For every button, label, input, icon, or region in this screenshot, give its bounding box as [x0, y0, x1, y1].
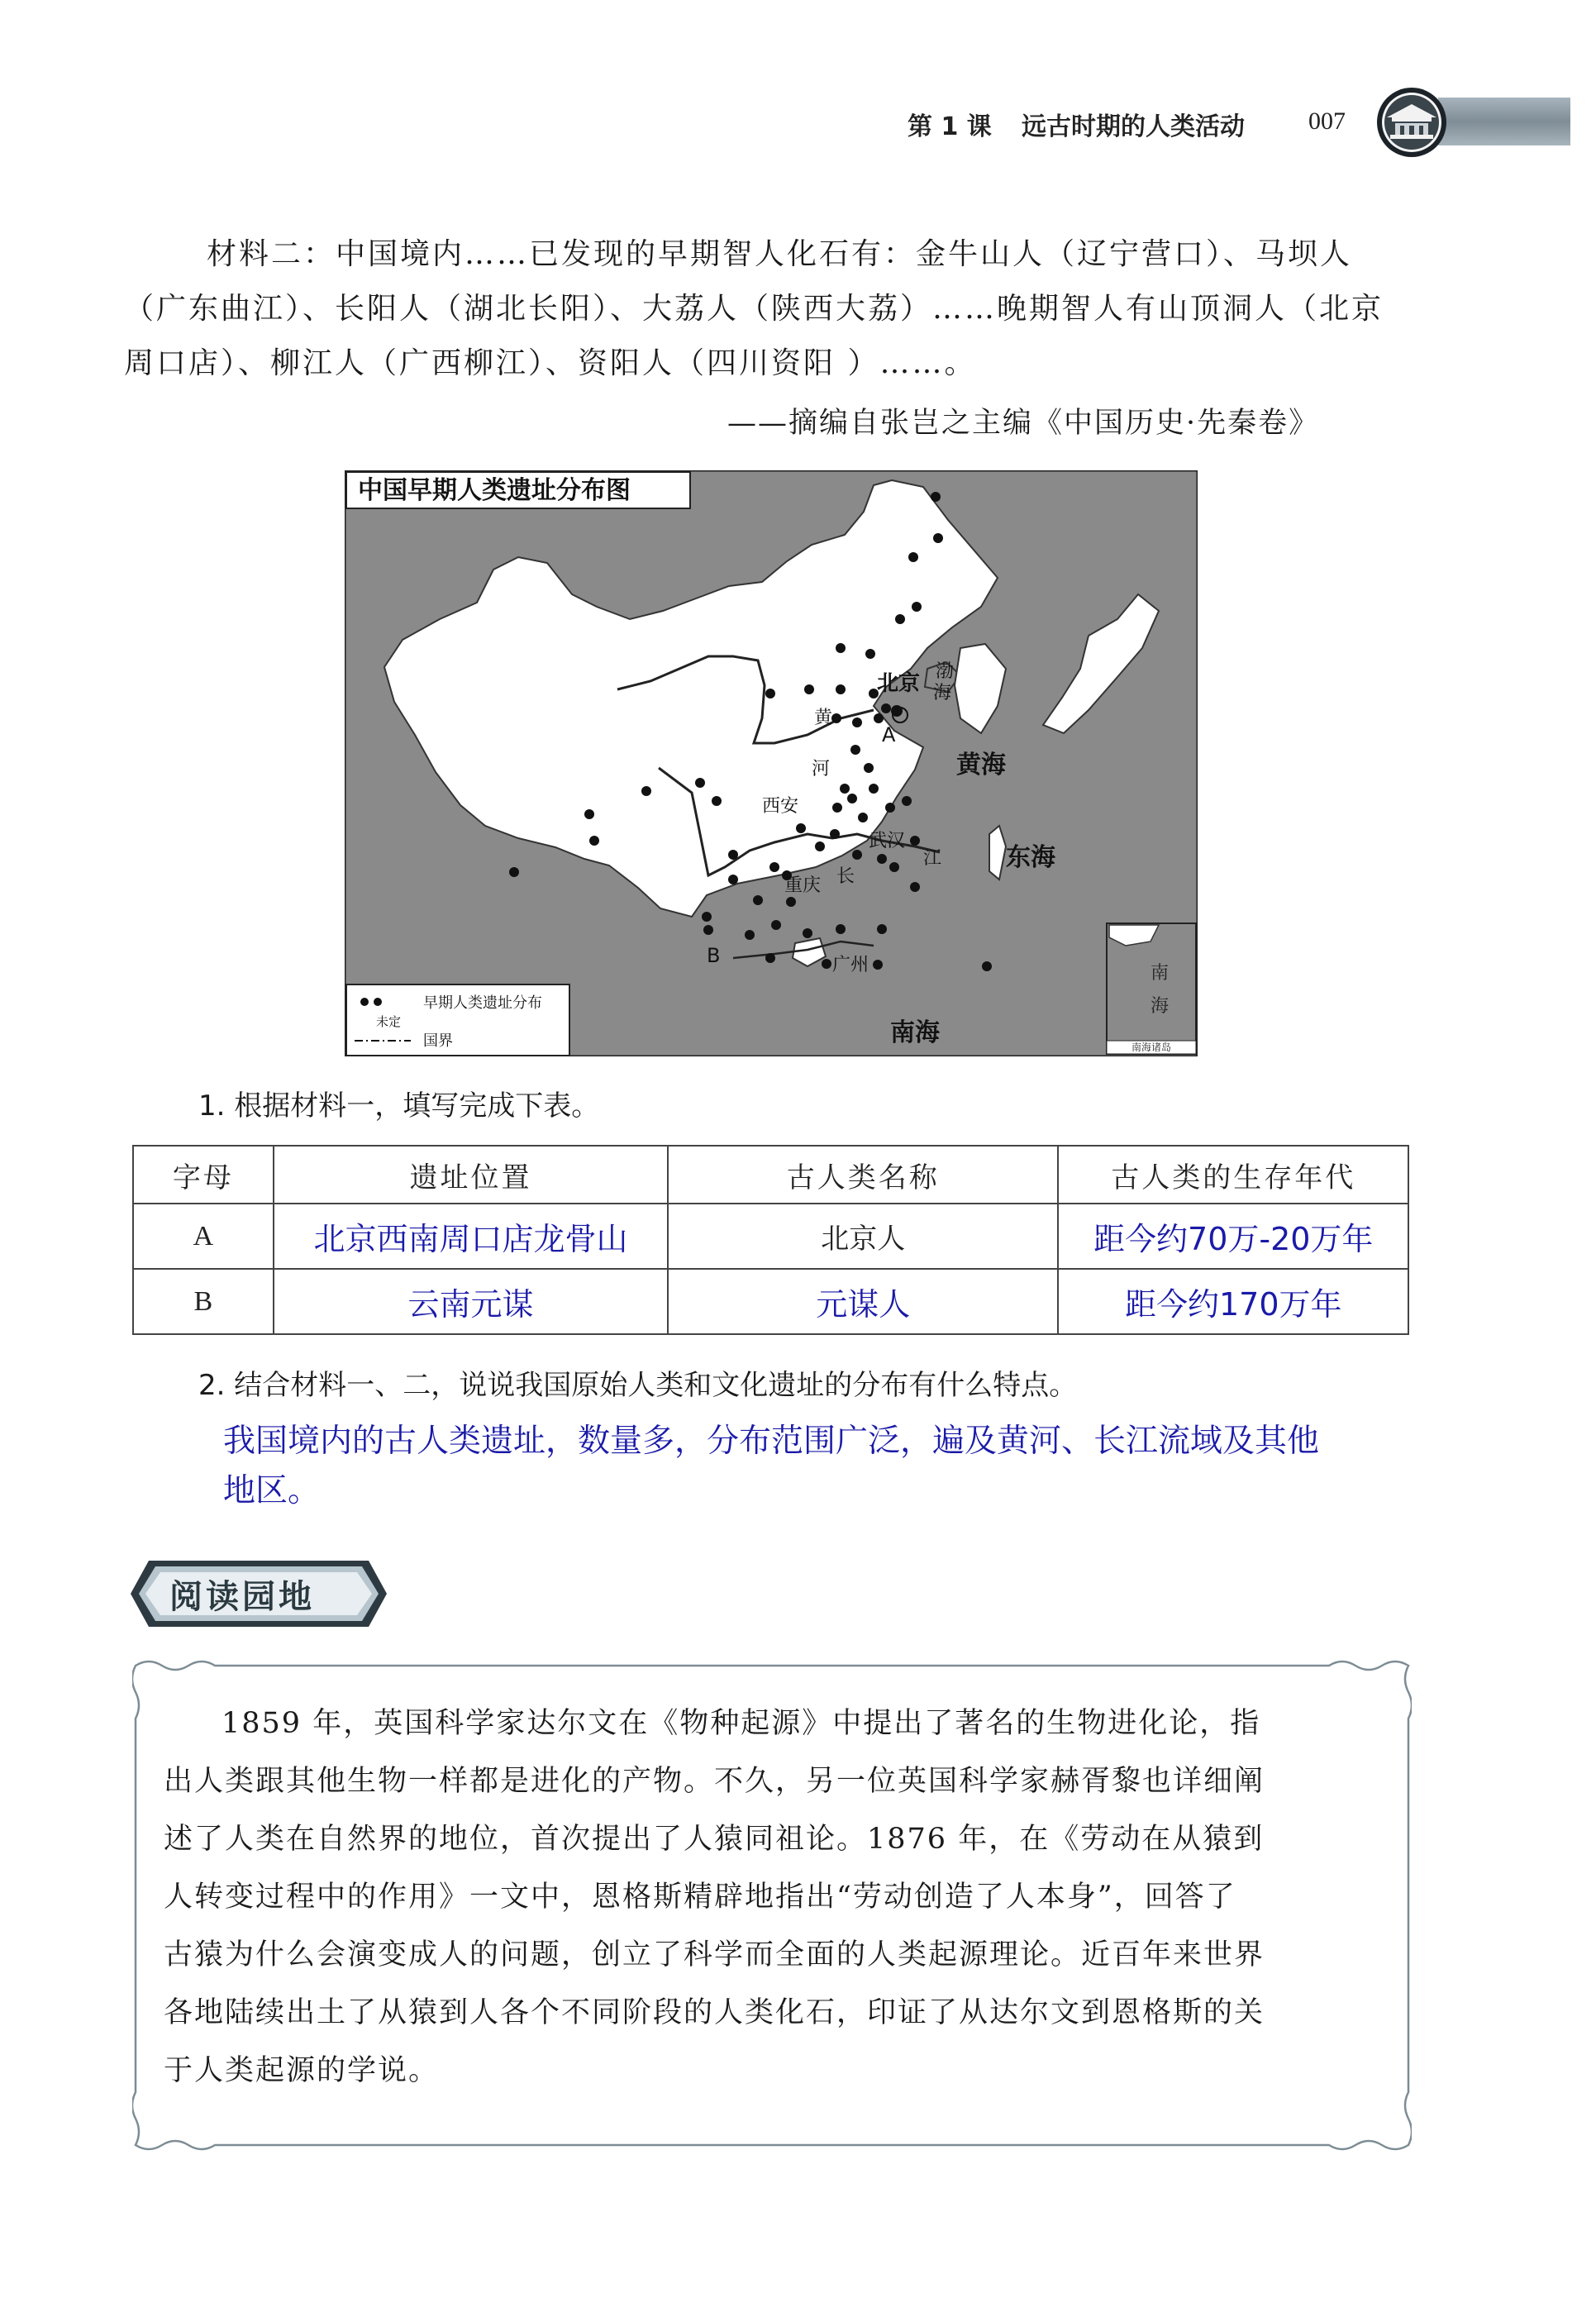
- lesson-number: 第 1 课: [908, 112, 992, 141]
- reading-line-1: 1859 年，英国科学家达尔文在《物种起源》中提出了著名的生物进化论，指: [222, 1707, 1261, 1740]
- row-a-letter: A: [133, 1204, 274, 1269]
- row-b-name: 元谋人: [668, 1269, 1058, 1334]
- reading-line-2: 出人类跟其他生物一样都是进化的产物。不久，另一位英国科学家赫胥黎也详细阐: [164, 1765, 1265, 1798]
- label-guangzhou: 广州: [832, 955, 869, 975]
- lesson-title: 远古时期的人类活动: [1022, 112, 1245, 141]
- material-two-line-3: 周口店）、柳江人（广西柳江）、资阳人（四川资阳 ）……。: [124, 346, 977, 380]
- page-number: 007: [1308, 107, 1346, 135]
- label-beijing: 北京: [877, 671, 921, 696]
- reading-line-3: 述了人类在自然界的地位，首次提出了人猿同祖论。1876 年，在《劳动在从猿到: [164, 1823, 1265, 1856]
- inset-hai-label: 海: [1151, 996, 1170, 1017]
- question-2-prompt: 2. 结合材料一、二，说说我国原始人类和文化遗址的分布有什么特点。: [198, 1369, 1078, 1402]
- label-chang: 长: [836, 866, 855, 887]
- table-row: [133, 1204, 1408, 1269]
- header-era: 古人类的生存年代: [1058, 1146, 1408, 1204]
- material-two-source: ——摘编自张岂之主编《中国历史·先秦卷》: [727, 407, 1320, 440]
- label-he: 河: [812, 759, 831, 779]
- label-yellow-sea: 黄海: [956, 751, 1006, 779]
- row-a-location: 北京西南周口店龙骨山: [274, 1204, 668, 1269]
- question-1-prompt: 1. 根据材料一，填写完成下表。: [198, 1089, 600, 1123]
- row-b-letter: B: [133, 1269, 274, 1334]
- label-bo: 渤: [936, 661, 955, 682]
- china-early-human-sites-map: [345, 470, 1198, 1056]
- reading-line-4: 人转变过程中的作用》一文中，恩格斯精辟地指出“劳动创造了人本身”，回答了: [164, 1881, 1236, 1914]
- legend-border: 国界: [423, 1032, 453, 1050]
- label-wuhan: 武汉: [869, 831, 906, 851]
- answer-table: [132, 1145, 1409, 1335]
- header-name: 古人类名称: [668, 1146, 1058, 1204]
- reading-garden-heading: 阅读园地: [169, 1578, 315, 1616]
- row-a-era: 距今约70万-20万年: [1058, 1204, 1408, 1269]
- header-letter: 字母: [133, 1146, 274, 1204]
- header-location: 遗址位置: [274, 1146, 668, 1204]
- label-east-sea: 东海: [1006, 843, 1055, 872]
- reading-line-7: 于人类起源的学说。: [164, 2054, 440, 2087]
- inset-nan-label: 南: [1151, 963, 1170, 984]
- reading-line-5: 古猿为什么会演变成人的问题，创立了科学而全面的人类起源理论。近百年来世界: [164, 1938, 1265, 1971]
- label-point-a: A: [882, 723, 896, 746]
- reading-line-6: 各地陆续出土了从猿到人各个不同阶段的人类化石，印证了从达尔文到恩格斯的关: [164, 1996, 1265, 2029]
- label-xian: 西安: [762, 796, 799, 817]
- label-point-b: B: [707, 944, 721, 967]
- label-hai: 海: [933, 683, 952, 703]
- legend-sites: 早期人类遗址分布: [423, 994, 542, 1012]
- inset-caption: 南海诸岛: [1131, 1042, 1172, 1053]
- header-band: [1438, 98, 1570, 145]
- legend-undetermined: 未定: [376, 1014, 402, 1029]
- row-b-location: 云南元谋: [274, 1269, 668, 1334]
- question-2-answer-line-1: 我国境内的古人类遗址，数量多，分布范围广泛，遍及黄河、长江流域及其他: [223, 1423, 1320, 1460]
- label-south-sea: 南海: [890, 1018, 940, 1047]
- label-chongqing: 重庆: [784, 875, 822, 896]
- row-a-name: 北京人: [668, 1204, 1058, 1269]
- label-huang: 黄: [814, 708, 833, 728]
- table-row: [133, 1269, 1408, 1334]
- material-two-line-2: （广东曲江）、长阳人（湖北长阳）、大荔人（陕西大荔）……晚期智人有山顶洞人（北京: [124, 292, 1384, 326]
- material-two-line-1: 材料二：中国境内……已发现的早期智人化石有：金牛山人（辽宁营口）、马坝人: [207, 237, 1353, 271]
- label-jiang: 江: [923, 848, 942, 869]
- table-header-row: [133, 1146, 1408, 1204]
- palace-badge-icon: [1372, 84, 1451, 160]
- row-b-era: 距今约170万年: [1058, 1269, 1408, 1334]
- question-2-answer-line-2: 地区。: [223, 1472, 321, 1509]
- map-title: 中国早期人类遗址分布图: [358, 476, 631, 505]
